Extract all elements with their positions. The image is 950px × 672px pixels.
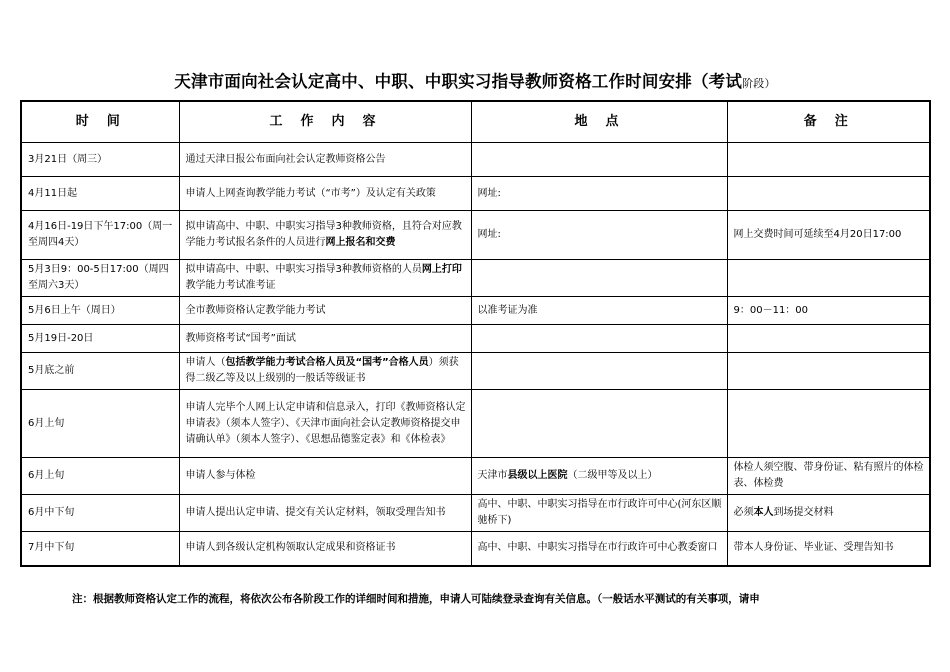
cell-place-emphasis: 县级以上医院	[507, 470, 568, 481]
table-row	[21, 495, 930, 532]
table-row	[21, 458, 930, 495]
cell-content-text: 拟申请高中、中职、中职实习指导3种教师资格的人员	[185, 264, 422, 275]
cell-note	[727, 390, 930, 458]
table-row	[21, 260, 930, 297]
header-note: 备注	[727, 101, 930, 143]
cell-content-text: 申请人（	[185, 357, 226, 368]
cell-note-text: 必须	[733, 507, 754, 518]
cell-content	[179, 353, 471, 390]
schedule-table	[20, 100, 931, 567]
cell-content-emphasis: 包括教学能力考试合格人员及“国考”合格人员	[225, 357, 429, 368]
cell-content	[179, 211, 471, 260]
cell-content	[179, 390, 471, 458]
cell-content-text: 全市教师资格认定教学能力考试	[185, 304, 326, 316]
cell-content-text: ）须获得二级乙等及以上级别的一般话等级证书	[185, 357, 459, 384]
cell-note-text: 9：00－11：00	[733, 304, 809, 316]
cell-place	[471, 390, 727, 458]
cell-content-text: 申请人完毕个人网上认定申请和信息录入，打印《教师资格认定申请表》（须本人签字）、《天津市面向社会认定教师资格提交申请确认单》（须本人签字）、《思想品德鉴定表》和《体检表》	[185, 401, 466, 445]
cell-time: 6月上旬	[21, 390, 179, 458]
header-place: 地点	[471, 101, 727, 143]
cell-note	[727, 325, 930, 353]
cell-place-text: 天津市	[477, 470, 508, 481]
cell-place-text: （二级甲等及以上）	[567, 470, 658, 481]
table-header-row	[21, 101, 930, 143]
cell-place	[471, 260, 727, 297]
footnote: 注：根据教师资格认定工作的流程，将依次公布各阶段工作的详细时间和措施，申请人可陆续登录查询有关信息。（一般话水平测试的有关事项，请申	[72, 593, 760, 605]
cell-note	[727, 211, 930, 260]
cell-note	[727, 297, 930, 325]
cell-content	[179, 177, 471, 211]
cell-content	[179, 458, 471, 495]
cell-note	[727, 353, 930, 390]
cell-note	[727, 532, 930, 566]
cell-time: 7月中下旬	[21, 532, 179, 566]
cell-content	[179, 532, 471, 566]
cell-note-text: 体检人须空腹、带身份证、粘有照片的体检表、体检费	[733, 462, 924, 489]
table-row	[21, 532, 930, 566]
cell-time: 5月19日-20日	[21, 325, 179, 353]
cell-content-emphasis: 网上打印	[421, 264, 462, 275]
cell-content-text: 教师资格考试“国考”面试	[185, 332, 296, 344]
table-body	[21, 143, 930, 566]
cell-content-text: 申请人参与体检	[185, 470, 256, 481]
cell-content-emphasis: 网上报名和交费	[325, 237, 396, 248]
cell-place	[471, 211, 727, 260]
cell-note	[727, 495, 930, 532]
cell-place-text: 高中、中职、中职实习指导在市行政许可中心教委窗口	[477, 542, 718, 554]
cell-note	[727, 143, 930, 177]
cell-content-text: 申请人到各级认定机构领取认定成果和资格证书	[185, 542, 396, 554]
cell-place	[471, 297, 727, 325]
table-row	[21, 353, 930, 390]
cell-content-text: 通过天津日报公布面向社会认定教师资格公告	[185, 153, 386, 165]
cell-note	[727, 177, 930, 211]
header-time: 时间	[21, 101, 179, 143]
cell-place	[471, 325, 727, 353]
table-row	[21, 211, 930, 260]
table-row	[21, 325, 930, 353]
cell-place-text: 网址:	[477, 229, 501, 240]
table-row	[21, 297, 930, 325]
cell-note-text: 带本人身份证、毕业证、受理告知书	[733, 542, 894, 554]
cell-note	[727, 458, 930, 495]
cell-place	[471, 532, 727, 566]
cell-note-emphasis: 本人	[753, 507, 774, 518]
cell-time: 5月底之前	[21, 353, 179, 390]
cell-content	[179, 297, 471, 325]
cell-content	[179, 325, 471, 353]
cell-place-text: 高中、中职、中职实习指导在市行政许可中心(河东区顺驰桥下)	[477, 499, 722, 526]
cell-note	[727, 260, 930, 297]
cell-time: 4月11日起	[21, 177, 179, 211]
cell-time: 4月16日-19日下午17:00（周一至周四4天）	[21, 211, 179, 260]
page-title-suffix: 阶段）	[742, 77, 776, 90]
cell-place	[471, 143, 727, 177]
cell-content-text: 教学能力考试准考证	[185, 280, 276, 291]
header-content: 工作内容	[179, 101, 471, 143]
cell-place	[471, 353, 727, 390]
page-title	[0, 68, 950, 92]
cell-content-text: 申请人上网查询教学能力考试（“市考”）及认定有关政策	[185, 187, 436, 199]
cell-place	[471, 495, 727, 532]
table-row	[21, 143, 930, 177]
cell-content	[179, 495, 471, 532]
cell-content-text: 申请人提出认定申请、提交有关认定材料，领取受理告知书	[185, 507, 446, 518]
cell-note-text: 网上交费时间可延续至4月20日17:00	[733, 229, 902, 240]
cell-content	[179, 143, 471, 177]
cell-time: 6月上旬	[21, 458, 179, 495]
table-row	[21, 177, 930, 211]
cell-place	[471, 458, 727, 495]
cell-content-text: 拟申请高中、中职、中职实习指导3种教师资格，且符合对应教学能力考试报名条件的人员进行	[185, 221, 462, 248]
cell-content	[179, 260, 471, 297]
table-row	[21, 390, 930, 458]
cell-place-text: 网址:	[477, 187, 501, 199]
cell-place-text: 以准考证为准	[477, 304, 538, 316]
cell-time: 3月21日（周三）	[21, 143, 179, 177]
cell-time: 5月3日9：00-5日17:00（周四至周六3天）	[21, 260, 179, 297]
cell-time: 6月中下旬	[21, 495, 179, 532]
cell-note-text: 到场提交材料	[773, 507, 834, 518]
cell-time: 5月6日上午（周日）	[21, 297, 179, 325]
page-title-main: 天津市面向社会认定高中、中职、中职实习指导教师资格工作时间安排（考试	[174, 72, 743, 91]
cell-place	[471, 177, 727, 211]
